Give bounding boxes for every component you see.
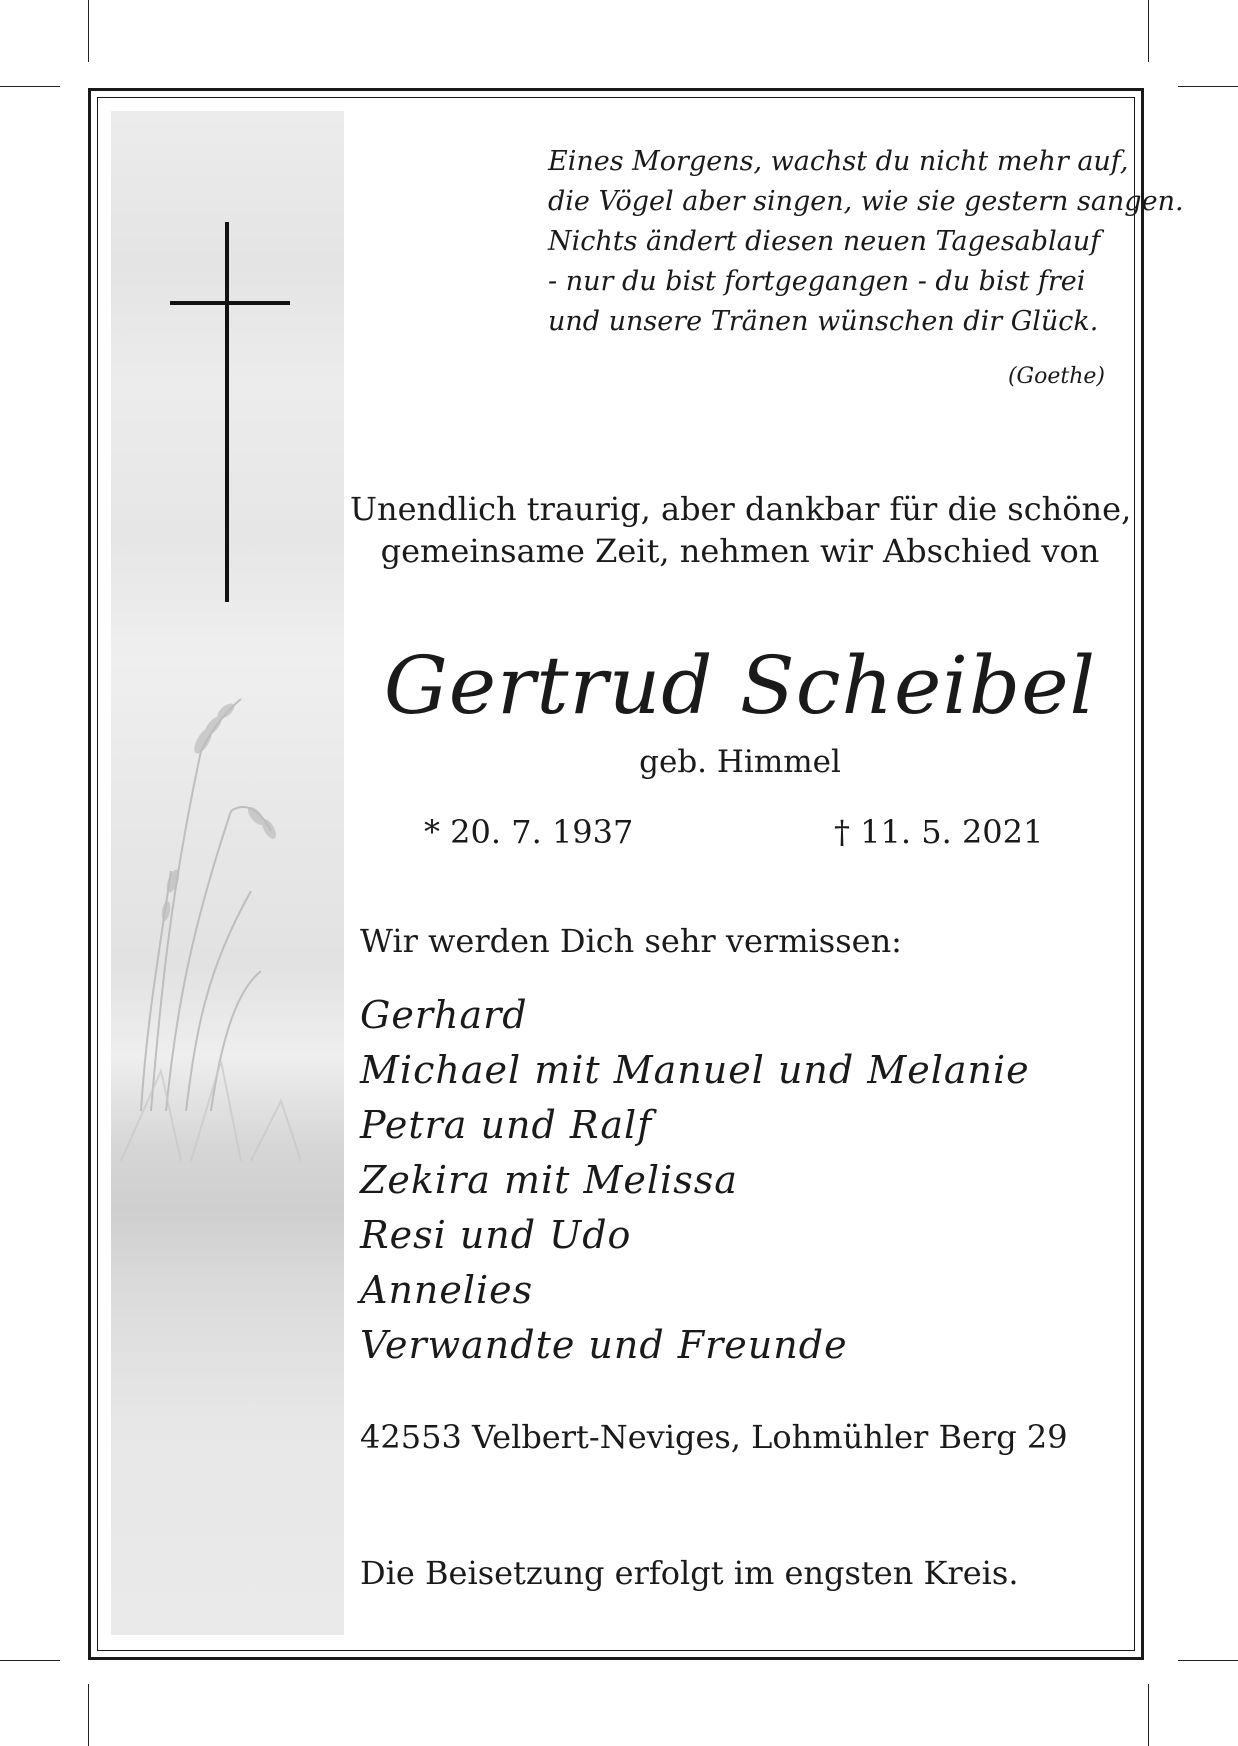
deceased-name: Gertrud Scheibel [383, 639, 1097, 732]
crop-mark [1178, 1660, 1238, 1661]
poem-line: Eines Morgens, wachst du nicht mehr auf, [548, 146, 1129, 177]
intro-line: gemeinsame Zeit, nehmen wir Abschied von [380, 532, 1100, 570]
poem-line: die Vögel aber singen, wie sie gestern sangen. [548, 186, 1184, 217]
birth-name: geb. Himmel [639, 744, 841, 780]
crop-mark [1148, 0, 1149, 62]
mourner-list [360, 988, 1030, 1373]
mourner-item: Zekira mit Melissa [360, 1158, 738, 1202]
poem-author: (Goethe) [1007, 364, 1105, 389]
mourner-item: Verwandte und Freunde [360, 1323, 848, 1367]
intro-text [350, 488, 1130, 572]
poem-line: und unsere Tränen wünschen dir Glück. [548, 306, 1099, 337]
intro-line: Unendlich traurig, aber dankbar für die schöne, [350, 490, 1132, 528]
mourner-item: Michael mit Manuel und Melanie [360, 1048, 1030, 1092]
mourner-item: Gerhard [360, 993, 528, 1037]
miss-text: Wir werden Dich sehr vermissen: [360, 922, 902, 960]
crop-mark [1178, 86, 1238, 87]
mourner-item: Petra und Ralf [360, 1103, 653, 1147]
birth-date: * 20. 7. 1937 [424, 813, 634, 851]
crop-mark [0, 86, 60, 87]
crop-mark [88, 1684, 89, 1746]
latin-cross-icon [225, 222, 229, 602]
burial-note: Die Beisetzung erfolgt im engsten Kreis. [360, 1554, 1019, 1592]
poem-line: Nichts ändert diesen neuen Tagesablauf [548, 226, 1101, 257]
crop-mark [88, 0, 89, 62]
poem-line: - nur du bist fortgegangen - du bist frei [548, 266, 1086, 297]
crop-mark [1148, 1684, 1149, 1746]
poem [548, 142, 1184, 342]
address: 42553 Velbert-Neviges, Lohmühler Berg 29 [360, 1418, 1068, 1456]
latin-cross-icon [170, 301, 290, 305]
mourner-item: Resi und Udo [360, 1213, 632, 1257]
crop-mark [0, 1660, 60, 1661]
mourner-item: Annelies [360, 1268, 534, 1312]
death-date: † 11. 5. 2021 [834, 813, 1044, 851]
